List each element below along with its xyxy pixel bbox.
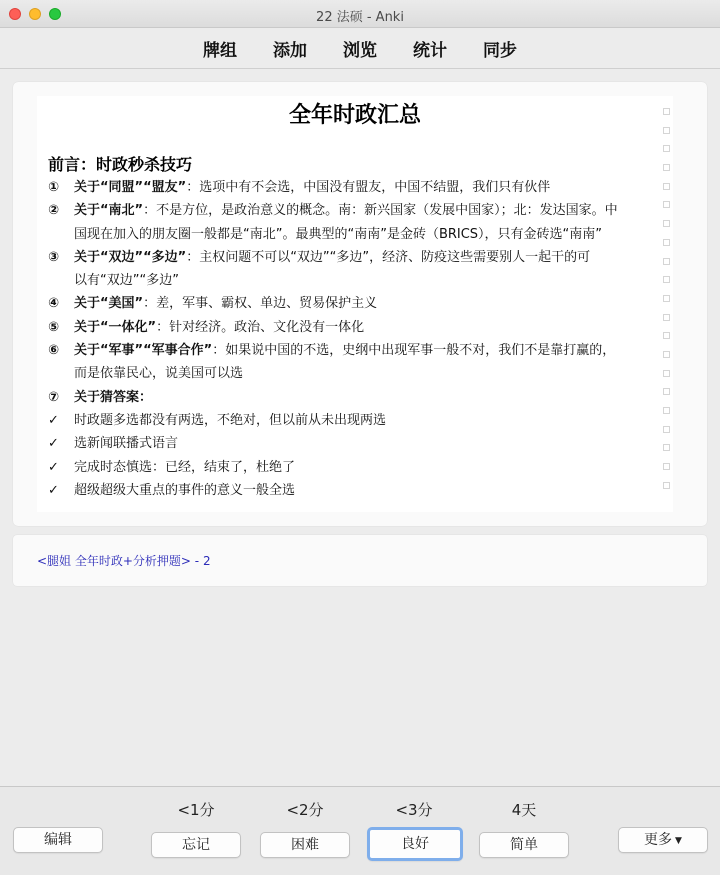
section-heading: 前言：时政秒杀技巧 — [48, 155, 193, 174]
card-line-rest: 完成时态慎选：已经，结束了，杜绝了 — [74, 459, 296, 475]
card-line-rest: ：如果说中国的不选，史纲中出现军事一般不对，我们不是靠打赢的， — [212, 343, 616, 359]
answer-bar — [0, 786, 720, 875]
margin-checkbox-icon — [663, 183, 670, 190]
card-line-bold: 关于“同盟”“盟友” — [74, 180, 187, 195]
margin-checkbox-icon — [663, 407, 670, 414]
toolbar-stats[interactable]: 统计 — [413, 41, 447, 61]
card-line — [48, 292, 659, 315]
check-icon: ✓ — [48, 482, 59, 498]
list-marker: ⑦ — [48, 389, 60, 405]
card-line-bold: 关于“军事”“军事合作” — [74, 343, 213, 359]
list-marker: ⑥ — [48, 343, 60, 359]
margin-checkbox-icon — [663, 482, 670, 489]
check-icon: ✓ — [48, 412, 59, 428]
margin-checkbox-icon — [663, 388, 670, 395]
edit-button[interactable]: 编辑 — [13, 827, 103, 853]
card-line — [48, 456, 659, 479]
card-line-text — [74, 269, 659, 292]
margin-checkbox-icon — [663, 145, 670, 152]
toolbar-browse[interactable]: 浏览 — [343, 41, 377, 61]
card-line — [48, 246, 659, 269]
card-line — [48, 362, 659, 385]
margin-checkbox-icon — [663, 164, 670, 171]
card-line-text — [74, 246, 659, 269]
check-icon: ✓ — [48, 436, 59, 452]
margin-checkbox-icon — [663, 108, 670, 115]
window-title: 22 法硕 - Anki — [316, 10, 404, 25]
margin-checkbox-icon — [663, 370, 670, 377]
margin-checkbox-icon — [663, 351, 670, 358]
card-line-text — [74, 386, 659, 409]
card-line-rest: 国现在加入的朋友圈一般都是“南北”。最典型的“南南”是金砖（BRICS），只有金砖选“南南” — [74, 226, 603, 242]
margin-checkbox-icon — [663, 239, 670, 246]
card-line — [48, 269, 659, 292]
card-line-rest: 超级超级大重点的事件的意义一般全选 — [74, 482, 296, 498]
card-line-text — [74, 479, 659, 502]
card-line-rest: 选新闻联播式语言 — [74, 436, 179, 452]
card-line-rest: ：主权问题不可以“双边”“多边”，经济、防疫这些需要别人一起干的可 — [186, 249, 591, 265]
card-line-rest: ：选项中有不会选，中国没有盟友，中国不结盟，我们只有伙伴 — [186, 180, 551, 195]
more-button[interactable] — [618, 827, 708, 853]
title-bar — [0, 0, 720, 28]
list-marker: ③ — [48, 249, 60, 265]
card-line-bold: 关于“南北” — [74, 203, 144, 219]
card-line-text — [74, 316, 659, 339]
card-line-bold: 关于“美国” — [74, 296, 144, 312]
list-marker: ⑤ — [48, 319, 60, 335]
card-line-text — [74, 223, 659, 246]
card-line-rest: ：针对经济。政治、文化没有一体化 — [156, 319, 365, 335]
again-button[interactable]: 忘记 — [151, 832, 241, 858]
margin-checkbox-icon — [663, 201, 670, 208]
margin-checkbox-icon — [663, 332, 670, 339]
card-title: 全年时政汇总 — [288, 103, 421, 128]
card-line-text — [74, 199, 659, 222]
margin-checkbox-icon — [663, 295, 670, 302]
card-line — [48, 199, 659, 222]
easy-button[interactable]: 简单 — [479, 832, 569, 858]
interval-again: <1分 — [177, 801, 215, 819]
margin-checkbox-icon — [663, 426, 670, 433]
card-line-text — [74, 339, 659, 362]
card-line-text — [74, 432, 659, 455]
card-line-text — [74, 292, 659, 315]
more-button-label: 更多 — [644, 832, 673, 848]
check-icon: ✓ — [48, 459, 59, 475]
card-line-rest: 时政题多选都没有两选，不绝对，但以前从未出现两选 — [74, 412, 387, 428]
card-panel — [13, 82, 707, 526]
margin-checkbox-icon — [663, 463, 670, 470]
good-button[interactable]: 良好 — [367, 827, 463, 861]
card-line-text — [74, 362, 659, 385]
card-line-rest: ：差，军事、霸权、单边、贸易保护主义 — [143, 296, 378, 312]
margin-checkbox-icon — [663, 127, 670, 134]
card-line — [48, 432, 659, 455]
interval-hard: <2分 — [286, 801, 324, 819]
interval-good: <3分 — [395, 801, 433, 819]
card-line-bold: 关于“一体化” — [74, 319, 157, 335]
card-line-text — [74, 409, 659, 432]
card-line — [48, 339, 659, 362]
list-marker: ② — [48, 203, 60, 219]
margin-checkbox-column — [663, 108, 671, 500]
margin-checkbox-icon — [663, 444, 670, 451]
toolbar-add[interactable]: 添加 — [273, 41, 307, 61]
deck-link[interactable]: <腿姐 全年时政+分析押题> - 2 — [37, 554, 211, 568]
card-line — [48, 316, 659, 339]
card-line — [48, 409, 659, 432]
deck-panel — [13, 535, 707, 586]
toolbar-decks[interactable]: 牌组 — [203, 41, 237, 61]
card-line-rest: 而是依靠民心，说美国可以选 — [74, 366, 244, 382]
hard-button[interactable]: 困难 — [260, 832, 350, 858]
interval-easy: 4天 — [511, 801, 537, 819]
dropdown-triangle-icon: ▼ — [675, 836, 682, 846]
toolbar-sync[interactable]: 同步 — [483, 41, 517, 61]
card-line — [48, 176, 659, 199]
card-lines — [48, 176, 659, 502]
margin-checkbox-icon — [663, 258, 670, 265]
card-line-rest: 以有“双边”“多边” — [74, 273, 179, 289]
card-line — [48, 223, 659, 246]
card-line-rest: ：不是方位，是政治意义的概念。南：新兴国家（发展中国家）；北：发达国家。中 — [143, 203, 618, 219]
card-line — [48, 479, 659, 502]
main-toolbar — [0, 29, 720, 69]
card-line-bold: 关于“双边”“多边” — [74, 249, 187, 265]
card-line-bold: 关于猜答案： — [74, 389, 153, 405]
card-line — [48, 386, 659, 409]
margin-checkbox-icon — [663, 314, 670, 321]
list-marker: ① — [48, 180, 60, 195]
margin-checkbox-icon — [663, 276, 670, 283]
card-line-text — [74, 176, 659, 199]
card-line-text — [74, 456, 659, 479]
margin-checkbox-icon — [663, 220, 670, 227]
card-content — [37, 96, 673, 512]
list-marker: ④ — [48, 296, 60, 312]
